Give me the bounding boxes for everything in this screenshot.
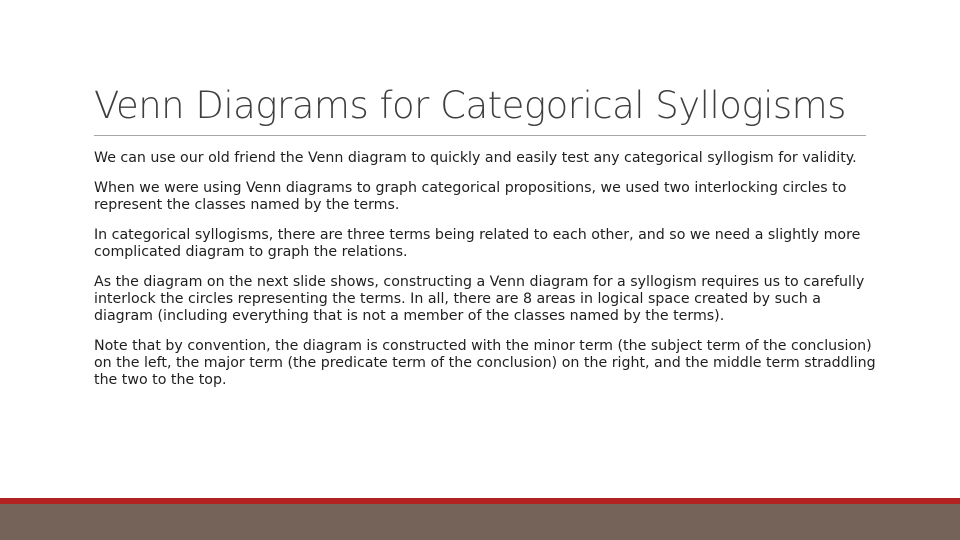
paragraph-2: When we were using Venn diagrams to graph categorical propositions, we used two interlocking circles to represent the classes named by the terms. <box>94 180 847 213</box>
paragraph-5: Note that by convention, the diagram is constructed with the minor term (the subject term of the conclusion) on the left, the major term (the predicate term of the conclusion) on the right, and the middle term straddling the two to the top. <box>94 338 876 388</box>
paragraph-4: As the diagram on the next slide shows, constructing a Venn diagram for a syllogism requires us to carefully interlock the circles representing the terms. In all, there are 8 areas in logical space created by such a diagram (including everything that is not a member of the classes named by the terms). <box>94 274 865 324</box>
footer-band <box>0 504 960 540</box>
slide-body <box>94 150 884 402</box>
paragraph-3: In categorical syllogisms, there are three terms being related to each other, and so we need a slightly more complicated diagram to graph the relations. <box>94 227 861 260</box>
slide-title: Venn Diagrams for Categorical Syllogisms <box>94 84 846 127</box>
paragraph-1: We can use our old friend the Venn diagram to quickly and easily test any categorical syllogism for validity. <box>94 150 857 166</box>
title-divider <box>94 135 866 136</box>
